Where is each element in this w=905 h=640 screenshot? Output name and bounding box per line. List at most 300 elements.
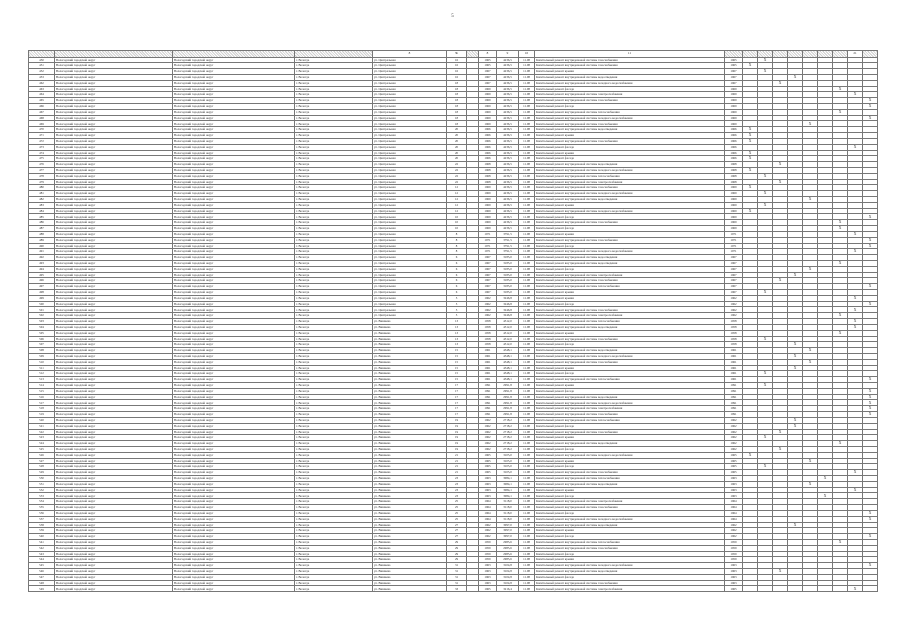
table-cell: г. Вологда — [295, 476, 373, 482]
table-cell: Капитальный ремонт крыши — [535, 231, 725, 237]
table-cell: 3118,0 — [497, 510, 519, 516]
table-cell: Вологодский городской округ — [55, 202, 173, 208]
table-cell: 542 — [29, 545, 55, 551]
year-mark-cell: X — [758, 290, 773, 296]
table-cell: 11.08 — [519, 138, 535, 144]
table-cell: ул. Центральная — [373, 150, 447, 156]
table-cell: 3084,1 — [497, 487, 519, 493]
table-cell: 1967 — [479, 272, 497, 278]
table-cell: 1967 — [479, 284, 497, 290]
table-cell: 5 — [447, 295, 467, 301]
table-cell: 10 — [447, 214, 467, 220]
table-cell: 4236,5 — [497, 86, 519, 92]
table-cell: Вологодский городской округ — [173, 522, 295, 528]
table-cell: 475 — [29, 156, 55, 162]
table-cell: 1967 — [479, 266, 497, 272]
table-cell: 4236,5 — [497, 220, 519, 226]
table-cell: 11.08 — [519, 464, 535, 470]
table-cell: 1967 — [725, 69, 743, 75]
table-cell: 22 — [447, 173, 467, 179]
year-mark-cell: X — [833, 260, 848, 266]
table-cell: Вологодский городской округ — [173, 295, 295, 301]
table-cell: Капитальный ремонт внутридомовой системы газоснабжения — [535, 412, 725, 418]
table-cell: г. Вологда — [295, 173, 373, 179]
table-body — [29, 57, 878, 592]
table-cell: 25 — [447, 505, 467, 511]
table-cell: Капитальный ремонт внутридомовой системы теплоснабжения — [535, 319, 725, 325]
table-cell: 11.08 — [519, 191, 535, 197]
table-cell: 502 — [29, 313, 55, 319]
table-cell: 15 — [447, 359, 467, 365]
table-cell: г. Вологда — [295, 185, 373, 191]
header-cell: 8 — [373, 51, 447, 58]
table-cell: г. Вологда — [295, 86, 373, 92]
table-cell: Капитальный ремонт крыши — [535, 330, 725, 336]
table-cell: Вологодский городской округ — [173, 98, 295, 104]
table-cell: 4236,5 — [497, 179, 519, 185]
table-cell: Капитальный ремонт внутридомовой системы холодного водоснабжения — [535, 208, 725, 214]
table-cell: 15 — [447, 348, 467, 354]
year-mark-cell: X — [803, 197, 818, 203]
table-cell: 11.08 — [519, 86, 535, 92]
table-cell: 1971 — [725, 243, 743, 249]
table-cell: г. Вологда — [295, 365, 373, 371]
table-cell: Капитальный ремонт фасада — [535, 371, 725, 377]
table-cell: 4236,5 — [497, 133, 519, 139]
year-mark-cell: X — [818, 476, 833, 482]
table-cell: 496 — [29, 278, 55, 284]
table-cell: 11.08 — [519, 371, 535, 377]
table-cell: Капитальный ремонт внутридомовой системы холодного водоснабжения — [535, 167, 725, 173]
table-cell: 11.08 — [519, 383, 535, 389]
year-mark-cell: X — [758, 435, 773, 441]
table-cell: 1969 — [725, 121, 743, 127]
table-cell: 11.08 — [519, 295, 535, 301]
table-cell: 11.08 — [519, 109, 535, 115]
table-cell: 1991 — [479, 383, 497, 389]
table-cell: 1961 — [725, 371, 743, 377]
table-cell: 3216,4 — [497, 586, 519, 592]
table-cell: 3791,5 — [497, 231, 519, 237]
table-cell: 4236,5 — [497, 144, 519, 150]
table-cell: 6 — [447, 290, 467, 296]
table-cell: Капитальный ремонт внутридомовой системы водоотведения — [535, 441, 725, 447]
table-cell: ул. Вишнева — [373, 557, 447, 563]
table-cell: 6 — [447, 272, 467, 278]
year-mark-cell: X — [773, 179, 788, 185]
table-cell: 21 — [447, 458, 467, 464]
table-cell: Вологодский городской округ — [55, 307, 173, 313]
table-cell: Вологодский городской округ — [55, 295, 173, 301]
table-cell: 1969 — [725, 115, 743, 121]
table-cell: 1971 — [479, 243, 497, 249]
table-cell: 11.08 — [519, 557, 535, 563]
table-cell: 4236,5 — [497, 208, 519, 214]
table-cell: 1961 — [725, 377, 743, 383]
year-mark-cell: X — [863, 377, 878, 383]
table-cell: 3105,0 — [497, 470, 519, 476]
table-cell: Вологодский городской округ — [173, 197, 295, 203]
table-cell: 11.08 — [519, 185, 535, 191]
year-mark-cell: X — [848, 586, 863, 592]
table-cell: 1967 — [725, 266, 743, 272]
table-cell: 4236,5 — [497, 138, 519, 144]
table-cell: ул. Центральная — [373, 290, 447, 296]
table-cell: ул. Вишнева — [373, 470, 447, 476]
table-cell: 11.08 — [519, 499, 535, 505]
table-cell: 3105,0 — [497, 458, 519, 464]
table-cell: 1959 — [479, 551, 497, 557]
table-cell: 1967 — [479, 260, 497, 266]
table-cell: 529 — [29, 470, 55, 476]
table-cell: Вологодский городской округ — [55, 580, 173, 586]
table-cell: Вологодский городской округ — [55, 278, 173, 284]
table-cell: Вологодский городской округ — [55, 470, 173, 476]
table-cell: Вологодский городской округ — [55, 534, 173, 540]
table-cell: ул. Центральная — [373, 104, 447, 110]
table-cell: 4236,5 — [497, 226, 519, 232]
table-cell: ул. Центральная — [373, 255, 447, 261]
table-cell: 1966 — [479, 133, 497, 139]
table-cell: Капитальный ремонт внутридомовой системы газоснабжения — [535, 98, 725, 104]
table-cell: ул. Вишнева — [373, 446, 447, 452]
table-cell: Капитальный ремонт внутридомовой системы газоснабжения — [535, 278, 725, 284]
table-cell: Капитальный ремонт внутридомовой системы холодного водоснабжения — [535, 115, 725, 121]
table-cell: ул. Центральная — [373, 231, 447, 237]
table-cell: 1962 — [479, 307, 497, 313]
table-cell: 476 — [29, 162, 55, 168]
table-cell: 11.08 — [519, 249, 535, 255]
table-cell: 11.08 — [519, 353, 535, 359]
table-cell: 11.08 — [519, 167, 535, 173]
year-mark-cell: X — [743, 133, 758, 139]
table-cell: г. Вологда — [295, 441, 373, 447]
table-cell: Вологодский городской округ — [173, 121, 295, 127]
table-cell: 11.08 — [519, 63, 535, 69]
table-cell: 11.08 — [519, 586, 535, 592]
table-cell: 1958 — [479, 336, 497, 342]
table-cell: ул. Вишнева — [373, 580, 447, 586]
table-cell: 1959 — [725, 557, 743, 563]
table-cell: 11.08 — [519, 481, 535, 487]
table-cell: 18 — [447, 92, 467, 98]
table-cell: Капитальный ремонт внутридомовой системы газоснабжения — [535, 336, 725, 342]
table-cell: 1961 — [479, 359, 497, 365]
table-cell: 1968 — [725, 167, 743, 173]
table-cell: г. Вологда — [295, 243, 373, 249]
table-cell: 10 — [447, 226, 467, 232]
table-cell: 2985,6 — [497, 539, 519, 545]
table-cell: ул. Центральная — [373, 63, 447, 69]
table-cell: 12 — [447, 185, 467, 191]
table-cell: 11.08 — [519, 226, 535, 232]
table-cell: 536 — [29, 510, 55, 516]
table-cell: 11.08 — [519, 377, 535, 383]
table-cell: 18 — [447, 115, 467, 121]
table-cell: 11.08 — [519, 214, 535, 220]
table-cell: 4236,5 — [497, 185, 519, 191]
table-cell: Капитальный ремонт внутридомовой системы холодного водоснабжения — [535, 452, 725, 458]
table-cell: 1965 — [479, 57, 497, 63]
table-cell: 1963 — [725, 574, 743, 580]
table-cell: ул. Вишнева — [373, 336, 447, 342]
table-cell: 3118,0 — [497, 516, 519, 522]
table-cell: г. Вологда — [295, 133, 373, 139]
table-cell: 1967 — [725, 80, 743, 86]
table-cell: Капитальный ремонт внутридомовой системы холодного водоснабжения — [535, 400, 725, 406]
table-cell: 1969 — [479, 104, 497, 110]
table-cell: 25 — [447, 510, 467, 516]
table-cell: ул. Вишнева — [373, 586, 447, 592]
table-cell: 11.08 — [519, 290, 535, 296]
table-cell: 1969 — [725, 208, 743, 214]
table-cell: Вологодский городской округ — [173, 260, 295, 266]
table-cell: 1964 — [725, 510, 743, 516]
table-cell: 19 — [447, 423, 467, 429]
table-cell: 16 — [447, 63, 467, 69]
table-cell: 1965 — [725, 63, 743, 69]
table-cell: Вологодский городской округ — [55, 104, 173, 110]
table-cell: Вологодский городской округ — [173, 74, 295, 80]
table-cell: 489 — [29, 237, 55, 243]
table-cell: 531 — [29, 481, 55, 487]
table-cell: 1962 — [725, 446, 743, 452]
table-cell: 12 — [447, 197, 467, 203]
table-cell: Вологодский городской округ — [173, 365, 295, 371]
table-cell: 22 — [447, 167, 467, 173]
table-cell: 1962 — [479, 522, 497, 528]
year-mark-cell: X — [758, 69, 773, 75]
table-cell: 11.08 — [519, 150, 535, 156]
table-cell: 11.08 — [519, 505, 535, 511]
table-cell: Капитальный ремонт крыши — [535, 295, 725, 301]
table-cell: 507 — [29, 342, 55, 348]
table-cell: Вологодский городской округ — [173, 307, 295, 313]
table-cell: 15 — [447, 377, 467, 383]
table-cell: 1965 — [479, 586, 497, 592]
table-cell: 1958 — [725, 319, 743, 325]
table-cell: Капитальный ремонт внутридомовой системы газоснабжения — [535, 237, 725, 243]
table-cell: Вологодский городской округ — [55, 348, 173, 354]
table-cell: Вологодский городской округ — [173, 412, 295, 418]
table-cell: ул. Вишнева — [373, 534, 447, 540]
table-cell: Вологодский городской округ — [173, 377, 295, 383]
table-cell: Вологодский городской округ — [55, 208, 173, 214]
table-cell: ул. Центральная — [373, 197, 447, 203]
table-cell: 1969 — [479, 191, 497, 197]
table-cell: ул. Центральная — [373, 121, 447, 127]
table-cell: 498 — [29, 290, 55, 296]
year-mark-cell: X — [773, 162, 788, 168]
table-cell: ул. Вишнева — [373, 429, 447, 435]
table-cell: 1968 — [725, 162, 743, 168]
table-cell: 13 — [447, 330, 467, 336]
table-cell: 511 — [29, 365, 55, 371]
table-cell: 472 — [29, 138, 55, 144]
table-cell: 2985,6 — [497, 557, 519, 563]
table-cell: 3084,1 — [497, 493, 519, 499]
table-cell: 11.08 — [519, 446, 535, 452]
table-cell: ул. Вишнева — [373, 487, 447, 493]
table-cell: ул. Центральная — [373, 74, 447, 80]
table-cell: Вологодский городской округ — [173, 528, 295, 534]
table-cell: г. Вологда — [295, 400, 373, 406]
table-cell: 1961 — [725, 365, 743, 371]
table-cell: 1967 — [725, 74, 743, 80]
table-cell: 1962 — [725, 429, 743, 435]
table-cell: ул. Центральная — [373, 237, 447, 243]
table-cell: Вологодский городской округ — [173, 458, 295, 464]
table-cell: 464 — [29, 92, 55, 98]
table-cell: ул. Вишнева — [373, 394, 447, 400]
table-cell: 1962 — [725, 307, 743, 313]
table-cell: 1967 — [479, 255, 497, 261]
table-cell: 1969 — [725, 185, 743, 191]
table-cell: 467 — [29, 109, 55, 115]
table-cell: ул. Вишнева — [373, 493, 447, 499]
year-mark-cell: X — [758, 173, 773, 179]
table-cell: 479 — [29, 179, 55, 185]
table-cell: 11.08 — [519, 359, 535, 365]
table-cell: 1967 — [725, 284, 743, 290]
year-mark-cell: X — [803, 348, 818, 354]
table-cell: г. Вологда — [295, 470, 373, 476]
year-mark-cell: X — [863, 214, 878, 220]
table-cell: г. Вологда — [295, 121, 373, 127]
table-cell: 11.08 — [519, 580, 535, 586]
table-cell: Вологодский городской округ — [55, 412, 173, 418]
table-cell: 5 — [447, 301, 467, 307]
table-cell: ул. Центральная — [373, 80, 447, 86]
table-cell: 17 — [447, 383, 467, 389]
table-cell: 1968 — [479, 167, 497, 173]
table-cell: 520 — [29, 417, 55, 423]
table-cell: ул. Вишнева — [373, 383, 447, 389]
table-cell: ул. Вишнева — [373, 435, 447, 441]
table-cell: Капитальный ремонт внутридомовой системы газоснабжения — [535, 470, 725, 476]
table-cell: 1967 — [479, 74, 497, 80]
table-cell: 1969 — [725, 226, 743, 232]
table-cell: Вологодский городской округ — [55, 156, 173, 162]
table-cell: Вологодский городской округ — [173, 313, 295, 319]
header-cell: 3b — [447, 51, 467, 58]
table-cell: 8 — [447, 249, 467, 255]
table-cell: Капитальный ремонт внутридомовой системы газоснабжения — [535, 429, 725, 435]
table-cell: г. Вологда — [295, 69, 373, 75]
table-cell: 11.08 — [519, 278, 535, 284]
year-mark-cell: X — [833, 109, 848, 115]
table-cell: 1962 — [479, 301, 497, 307]
table-cell: Капитальный ремонт внутридомовой системы водоотведения — [535, 324, 725, 330]
table-cell: Капитальный ремонт внутридомовой системы газоснабжения — [535, 505, 725, 511]
table-cell: ул. Вишнева — [373, 319, 447, 325]
year-mark-cell: X — [743, 167, 758, 173]
table-cell: 4236,5 — [497, 74, 519, 80]
table-cell: ул. Центральная — [373, 109, 447, 115]
table-cell: ул. Вишнева — [373, 406, 447, 412]
table-cell: 4236,5 — [497, 150, 519, 156]
table-cell: ул. Центральная — [373, 220, 447, 226]
table-cell: ул. Вишнева — [373, 458, 447, 464]
table-cell: 1963 — [479, 493, 497, 499]
table-cell: 12 — [447, 208, 467, 214]
table-cell: Капитальный ремонт фасада — [535, 226, 725, 232]
table-cell: Вологодский городской округ — [55, 69, 173, 75]
table-cell: 1962 — [725, 295, 743, 301]
table-cell: 11.08 — [519, 255, 535, 261]
table-cell: г. Вологда — [295, 92, 373, 98]
table-cell: Вологодский городской округ — [173, 301, 295, 307]
table-cell: Капитальный ремонт внутридомовой системы водоотведения — [535, 162, 725, 168]
table-cell: 2718,2 — [497, 435, 519, 441]
table-cell: Вологодский городской округ — [173, 383, 295, 389]
table-cell: 547 — [29, 574, 55, 580]
year-mark-cell: X — [803, 458, 818, 464]
table-cell: г. Вологда — [295, 80, 373, 86]
table-cell: г. Вологда — [295, 179, 373, 185]
table-cell: Капитальный ремонт внутридомовой системы водоотведения — [535, 569, 725, 575]
table-cell: 1962 — [725, 435, 743, 441]
table-cell: Вологодский городской округ — [55, 167, 173, 173]
table-cell: Вологодский городской округ — [55, 133, 173, 139]
header-cell: 11 — [535, 51, 725, 58]
table-cell: 29 — [447, 539, 467, 545]
table-cell: 1964 — [725, 505, 743, 511]
table-cell: Вологодский городской округ — [55, 365, 173, 371]
table-cell: 11.08 — [519, 452, 535, 458]
table-cell: г. Вологда — [295, 342, 373, 348]
table-cell: ул. Вишнева — [373, 324, 447, 330]
table-cell: Вологодский городской округ — [55, 249, 173, 255]
year-mark-cell: X — [803, 481, 818, 487]
table-cell: 462 — [29, 80, 55, 86]
table-cell: 20 — [447, 144, 467, 150]
table-cell: 1966 — [725, 150, 743, 156]
table-cell: 11.08 — [519, 74, 535, 80]
table-cell: 11.08 — [519, 208, 535, 214]
table-cell: Вологодский городской округ — [55, 185, 173, 191]
table-cell: Вологодский городской округ — [173, 80, 295, 86]
table-cell: 4312,0 — [497, 324, 519, 330]
table-cell: Вологодский городской округ — [173, 249, 295, 255]
table-cell: 538 — [29, 522, 55, 528]
table-cell: 1969 — [479, 98, 497, 104]
table-cell: 19 — [447, 446, 467, 452]
table-cell: 3084,1 — [497, 481, 519, 487]
table-cell: 494 — [29, 266, 55, 272]
table-cell: Капитальный ремонт внутридомовой системы водоотведения — [535, 481, 725, 487]
table-cell: Вологодский городской округ — [55, 429, 173, 435]
table-cell: 11.08 — [519, 121, 535, 127]
table-cell: Вологодский городской округ — [173, 359, 295, 365]
table-cell: Вологодский городской округ — [173, 202, 295, 208]
year-mark-cell — [833, 586, 848, 592]
table-cell: 515 — [29, 388, 55, 394]
table-cell: 1965 — [725, 458, 743, 464]
table-cell: ул. Центральная — [373, 92, 447, 98]
table-cell: 512 — [29, 371, 55, 377]
table-cell: Капитальный ремонт внутридомовой системы теплоснабжения — [535, 109, 725, 115]
table-cell: ул. Центральная — [373, 249, 447, 255]
table-cell: 509 — [29, 353, 55, 359]
header-cell: 9 — [497, 51, 519, 58]
table-cell: 3105,0 — [497, 452, 519, 458]
year-mark-cell: X — [863, 284, 878, 290]
table-cell: 1969 — [725, 191, 743, 197]
year-mark-cell: X — [788, 353, 803, 359]
year-mark-cell: X — [863, 237, 878, 243]
table-cell: 11.08 — [519, 127, 535, 133]
